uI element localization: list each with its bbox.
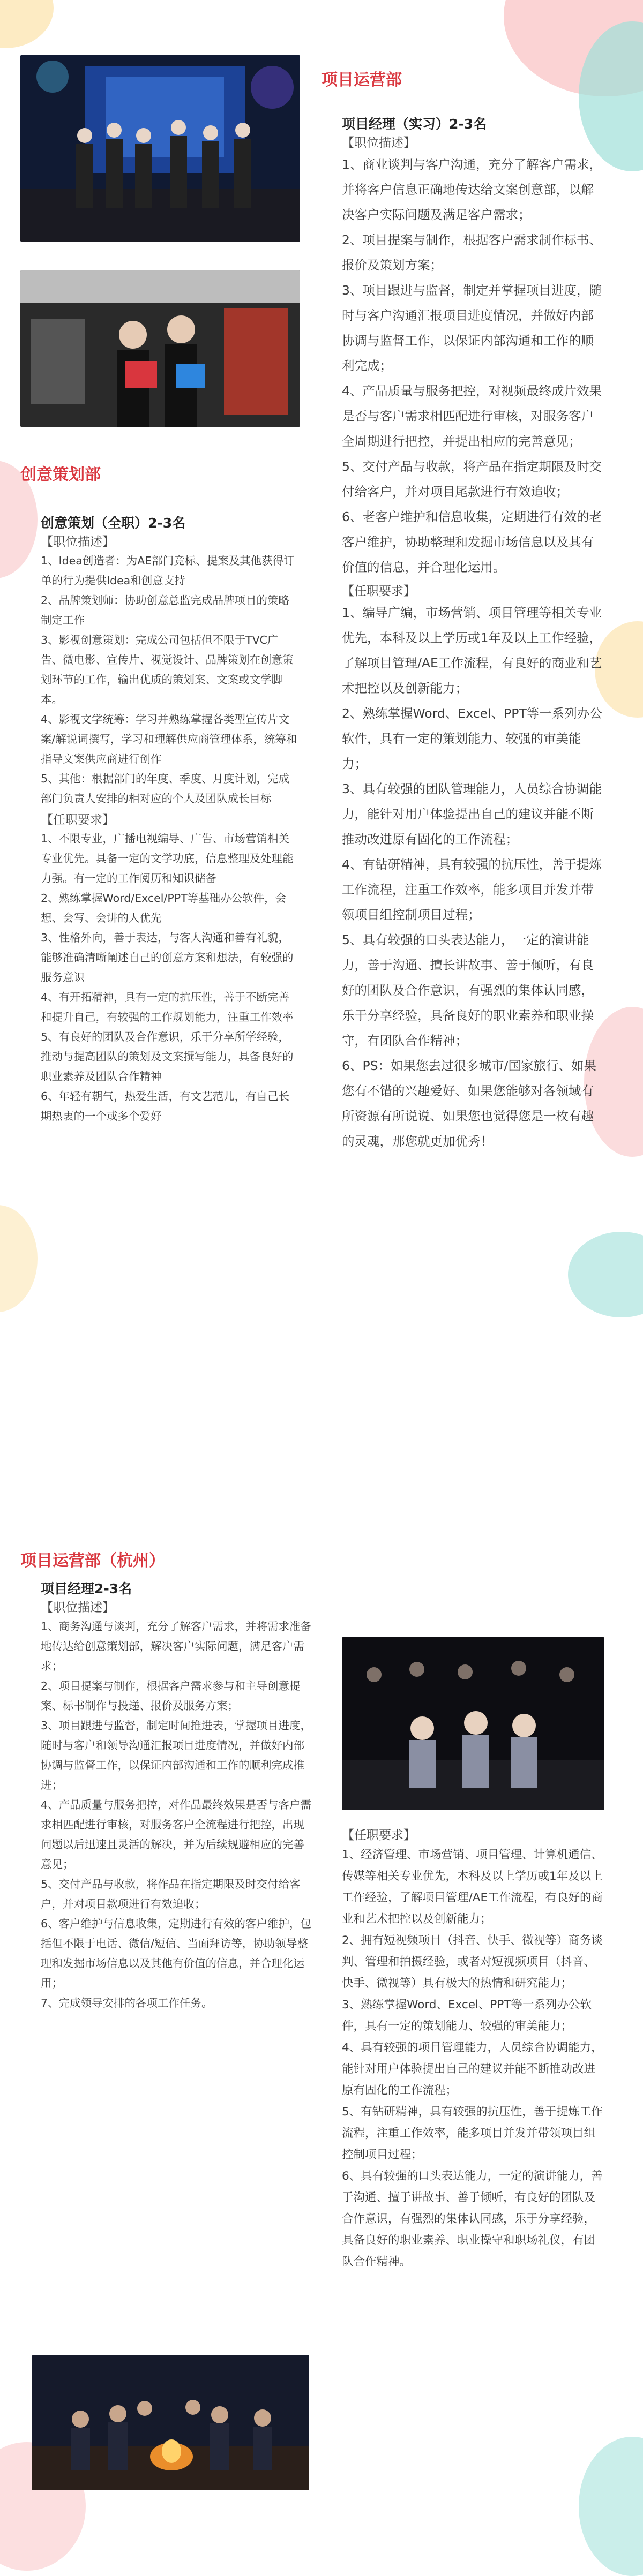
duty-item: 6、老客户维护和信息收集，定期进行有效的老客户维护，协助整理和发掘市场信息以及其有价值的信息，并合理化运用。	[342, 509, 602, 575]
job-title: 创意策划（全职）2-3名	[41, 515, 186, 531]
decor-blob-teal-right	[568, 1232, 643, 1317]
duty-item: 6、客户维护与信息收集，定期进行有效的客户维护，包括但不限于电话、微信/短信、当面拜访等，协助领导整理和发掘市场信息以及其他有价值的信息，并合理化运用；	[41, 1917, 312, 1990]
requirement-item: 2、拥有短视频项目（抖音、快手、微视等）商务谈判、管理和拍摄经验，或者对短视频项目（抖音、快手、微视等）具有极大的热情和研究能力；	[342, 1934, 603, 1990]
requirement-item: 6、具有较强的口头表达能力，一定的演讲能力，善于沟通、擅于讲故事、善于倾听，有良好的团队及合作意识，有强烈的集体认同感，乐于分享经验，具备良好的职业素养、职业操守和职场礼仪，有团队合作精神。	[342, 2170, 603, 2269]
requirement-item: 2、熟练掌握Word/Excel/PPT等基础办公软件，会想、会写、会讲的人优先	[41, 892, 287, 924]
duty-item: 4、影视文学统筹：学习并熟练掌握各类型宣传片文案/解说词撰写，学习和理解供应商管理体系，统筹和指导文案供应商进行创作	[41, 713, 297, 765]
requirement-item: 1、编导广编，市场营销、项目管理等相关专业优先，本科及以上学历或1年及以上工作经验，了解项目管理/AE工作流程，有良好的商业和艺术把控以及创新能力；	[342, 605, 602, 696]
duty-item: 3、项目跟进与监督，制定时间推进表，掌握项目进度，随时与客户和领导沟通汇报项目进度情况，并做好内部协调与监督工作，以保证内部沟通和工作的顺利完成推进；	[41, 1719, 312, 1791]
requirement-item: 3、性格外向，善于表达，与客人沟通和善有礼貌，能够准确清晰阐述自己的创意方案和想法，有较强的服务意识	[41, 931, 294, 984]
job-title: 项目经理（实习）2-3名	[342, 116, 487, 132]
two-people-with-gifts-photo	[20, 270, 300, 427]
duty-item: 5、交付产品与收款，将作品在指定期限及时交付给客户，并对项目款项进行有效追收；	[41, 1878, 301, 1910]
duty-item: 1、商务沟通与谈判，充分了解客户需求，并将需求准备地传达给创意策划部，解决客户实际问题，满足客户需求；	[41, 1620, 312, 1673]
requirement-item: 4、具有较强的项目管理能力，人员综合协调能力，能针对用户体验提出自己的建议并能不断推动改进原有固化的工作流程；	[342, 2041, 603, 2097]
group-around-campfire-photo	[32, 2355, 309, 2490]
duty-item: 1、商业谈判与客户沟通，充分了解客户需求，并将客户信息正确地传达给文案创意部，以解决客户实际问题及满足客户需求；	[342, 157, 602, 222]
requirement-item: 4、有开拓精神，具有一定的抗压性，善于不断完善和提升自己，有较强的工作规划能力，注重工作效率	[41, 991, 294, 1023]
requirement-item: 1、经济管理、市场营销、项目管理、计算机通信、传媒等相关专业优先，本科及以上学历或1年及以上工作经验，了解项目管理/AE工作流程，有良好的商业和艺术把控以及创新能力；	[342, 1848, 603, 1926]
requirement-header: 【任职要求】	[342, 584, 416, 598]
requirement-item: 4、有钻研精神，具有较强的抗压性，善于提炼工作流程，注重工作效率，能多项目并发并带领项目组控制项目过程；	[342, 857, 602, 922]
decor-blob-yellow-top-left	[0, 0, 54, 48]
duty-item: 2、项目提案与制作，根据客户需求参与和主导创意提案、标书制作与投递、报价及服务方案；	[41, 1679, 301, 1712]
decor-blob-yellow-left	[0, 1205, 38, 1312]
requirement-item: 5、具有较强的口头表达能力，一定的演讲能力，善于沟通、擅长讲故事、善于倾听，有良好的团队及合作意识，有强烈的集体认同感，乐于分享经验，具备良好的职业素养和职业操守，有团队合作精神；	[342, 932, 594, 1048]
requirement-item: 6、PS：如果您去过很多城市/国家旅行、如果您有不错的兴趣爱好、如果您能够对各领域有所资源有所说说、如果您也觉得您是一枚有趣的灵魂，那您就更加优秀！	[342, 1058, 596, 1149]
job-title: 项目经理2-3名	[41, 1581, 132, 1596]
requirement-item: 5、有良好的团队及合作意识，乐于分享所学经验，推动与提高团队的策划及文案撰写能力，具备良好的职业素养及团队合作精神	[41, 1030, 294, 1083]
duty-header: 【职位描述】	[41, 535, 115, 549]
hangzhou-section	[20, 1550, 312, 2013]
decor-blob-teal-bottom	[579, 2437, 643, 2576]
requirement-item: 1、不限专业，广播电视编导、广告、市场营销相关专业优先。具备一定的文学功底，信息整理及处理能力强。有一定的工作阅历和知识储备	[41, 832, 294, 885]
project-ops-requirements-2	[342, 1826, 604, 2273]
audience-seated-photo	[342, 1637, 604, 1810]
project-ops-section	[322, 70, 605, 1154]
duty-item: 3、项目跟进与监督，制定并掌握项目进度，随时与客户沟通汇报项目进度情况，并做好内部协调与监督工作，以保证内部沟通和工作的顺利完成；	[342, 283, 602, 373]
requirement-item: 3、熟练掌握Word、Excel、PPT等一系列办公软件，具有一定的策划能力、较强的审美能力；	[342, 1998, 592, 2033]
duty-item: 4、产品质量与服务把控，对作品最终效果是否与客户需求相匹配进行审核，对服务客户全流程进行把控，出现问题以后迅速且灵活的解决，并为后续规避相应的完善意见；	[41, 1798, 312, 1871]
duty-item: 5、交付产品与收款，将产品在指定期限及时交付给客户，并对项目尾款进行有效追收；	[342, 459, 602, 499]
duty-item: 2、品牌策划师：协助创意总监完成品牌项目的策略制定工作	[41, 594, 290, 627]
duty-header: 【职位描述】	[41, 1601, 115, 1615]
duty-item: 7、完成领导安排的各项工作任务。	[41, 1997, 213, 2009]
section-title: 项目运营部（杭州）	[20, 1551, 165, 1570]
requirement-item: 2、熟练掌握Word、Excel、PPT等一系列办公软件，具有一定的策划能力、较强的审美能力；	[342, 706, 602, 771]
duty-item: 2、项目提案与制作，根据客户需求制作标书、报价及策划方案；	[342, 232, 602, 273]
requirement-item: 6、年轻有朝气，热爱生活，有文艺范儿，有自己长期热衷的一个或多个爱好	[41, 1090, 290, 1123]
requirement-header: 【任职要求】	[41, 813, 115, 827]
duty-item: 5、其他：根据部门的年度、季度、月度计划，完成部门负责人安排的相对应的个人及团队成长目标	[41, 772, 290, 805]
duty-item: 1、Idea创造者：为AE部门竞标、提案及其他获得订单的行为提供Idea和创意支持	[41, 554, 295, 587]
duty-item: 4、产品质量与服务把控，对视频最终成片效果是否与客户需求相匹配进行审核，对服务客户全周期进行把控，并提出相应的完善意见；	[342, 383, 602, 449]
requirement-item: 5、有钻研精神，具有较强的抗压性，善于提炼工作流程，注重工作效率，能多项目并发并带领项目组控制项目过程；	[342, 2105, 603, 2161]
section-title: 项目运营部	[322, 71, 402, 89]
duty-item: 3、影视创意策划：完成公司包括但不限于TVC广告、微电影、宣传片、视觉设计、品牌策划在创意策划环节的工作，输出优质的策划案、文案或文学脚本。	[41, 634, 294, 706]
creative-section	[20, 464, 300, 1126]
requirement-header: 【任职要求】	[342, 1828, 416, 1842]
requirement-item: 3、具有较强的团队管理能力，人员综合协调能力，能针对用户体验提出自己的建议并能不断推动改进原有固化的工作流程；	[342, 781, 602, 847]
team-stage-photo	[20, 55, 300, 242]
duty-header: 【职位描述】	[342, 136, 416, 150]
section-title: 创意策划部	[20, 465, 101, 484]
